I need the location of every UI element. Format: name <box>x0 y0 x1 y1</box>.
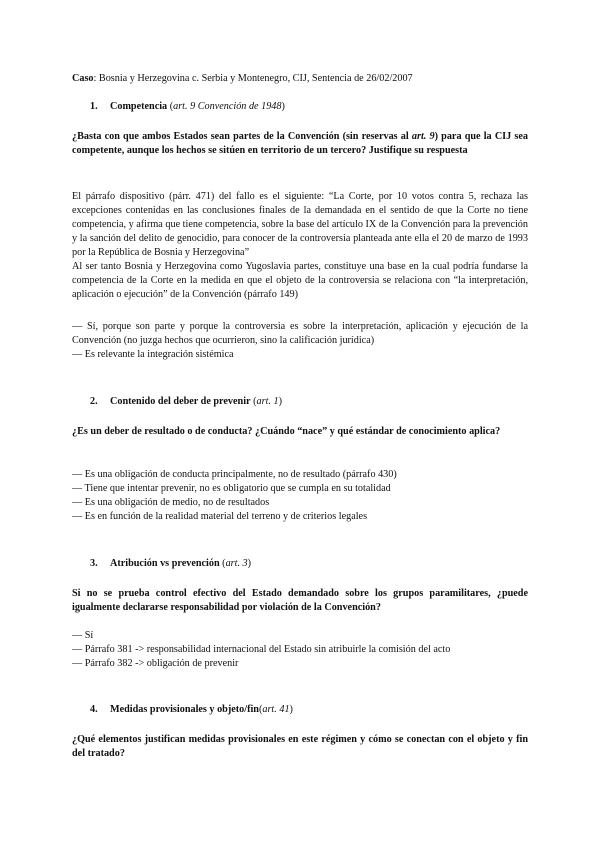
section-1-title: Competencia <box>110 101 168 112</box>
section-4-title: Medidas provisionales y objeto/fin <box>110 704 259 715</box>
section-3-ref: art. 3 <box>225 558 248 569</box>
answer-item: — Es relevante la integración sistémica <box>72 349 234 360</box>
answer-item: — Es en función de la realidad material del terreno y de criterios legales <box>72 511 368 522</box>
section-1-body <box>72 190 528 302</box>
answer-item: — Tiene que intentar prevenir, no es obligatorio que se cumpla en su totalidad <box>72 483 391 494</box>
section-4-question: ¿Qué elementos justifican medidas provisionales en este régimen y cómo se conectan con el objeto y fin del tratado? <box>72 734 528 759</box>
section-2-title: Contenido del deber de prevenir <box>110 396 251 407</box>
answer-item: — Párrafo 382 -> obligación de prevenir <box>72 658 239 669</box>
section-1-heading: 1. Competencia (art. 9 Convención de 1948) <box>90 101 285 112</box>
section-3-question: Si no se prueba control efectivo del Estado demandado sobre los grupos paramilitares, ¿puede igualmente declararse responsabilidad por violación de la Convención? <box>72 588 528 613</box>
section-4-heading: 4. Medidas provisionales y objeto/fin(art. 41) <box>90 704 293 715</box>
section-1-answers <box>72 320 528 362</box>
section-3-title: Atribución vs prevención <box>110 558 220 569</box>
section-4-ref: art. 41 <box>262 704 290 715</box>
case-header <box>72 72 528 86</box>
section-2-heading: 2. Contenido del deber de prevenir (art. 1) <box>90 396 282 407</box>
section-1-paragraph: Al ser tanto Bosnia y Herzegovina como Yugoslavia partes, constituye una base en la cual podría fundarse la competencia de la Corte en la medida en que el objeto de la controversia se relaciona con “la interpretación, aplicación o ejecución” de la Convención (párrafo 149) <box>72 261 528 300</box>
section-1-ref: art. 9 Convención de 1948 <box>173 101 282 112</box>
answer-item: — Párrafo 381 -> responsabilidad internacional del Estado sin atribuirle la comisión del acto <box>72 644 451 655</box>
section-3-heading: 3. Atribución vs prevención (art. 3) <box>90 558 252 569</box>
answer-item: — Es una obligación de medio, no de resultados <box>72 497 270 508</box>
answer-item: — Sí, porque son parte y porque la controversia es sobre la interpretación, aplicación y ejecución de la Convención (no juzga hechos que ocurrieron, sino la calificación jurídica) <box>72 321 528 346</box>
section-2-question: ¿Es un deber de resultado o de conducta? ¿Cuándo “nace” y qué estándar de conocimiento aplica? <box>72 426 501 437</box>
section-1-question: ¿Basta con que ambos Estados sean partes de la Convención (sin reservas al art. 9) para que la CIJ sea competente, aunque los hechos se sitúen en territorio de un tercero? Justifique su respuesta <box>72 131 528 156</box>
case-label: Caso <box>72 73 94 84</box>
section-1-paragraph: El párrafo dispositivo (párr. 471) del fallo es el siguiente: “La Corte, por 10 votos contra 5, rechaza las excepciones contenidas en las conclusiones finales de la demandada en el sentido de que la Corte no tiene competencia, y afirma que tiene competencia, sobre la base del artículo IX de la Convención para la prevención y la sanción del delito de genocidio, para conocer de la controversia planteada ante ella el 20 de marzo de 1993 por la República de Bosnia y Herzegovina” <box>72 191 528 258</box>
section-3-answers <box>72 629 528 671</box>
answer-item: — Sí <box>72 630 94 641</box>
answer-item: — Es una obligación de conducta principalmente, no de resultado (párrafo 430) <box>72 469 397 480</box>
section-2-ref: art. 1 <box>256 396 279 407</box>
section-2-answers <box>72 468 528 524</box>
case-text: : Bosnia y Herzegovina c. Serbia y Montenegro, CIJ, Sentencia de 26/02/2007 <box>93 73 413 84</box>
